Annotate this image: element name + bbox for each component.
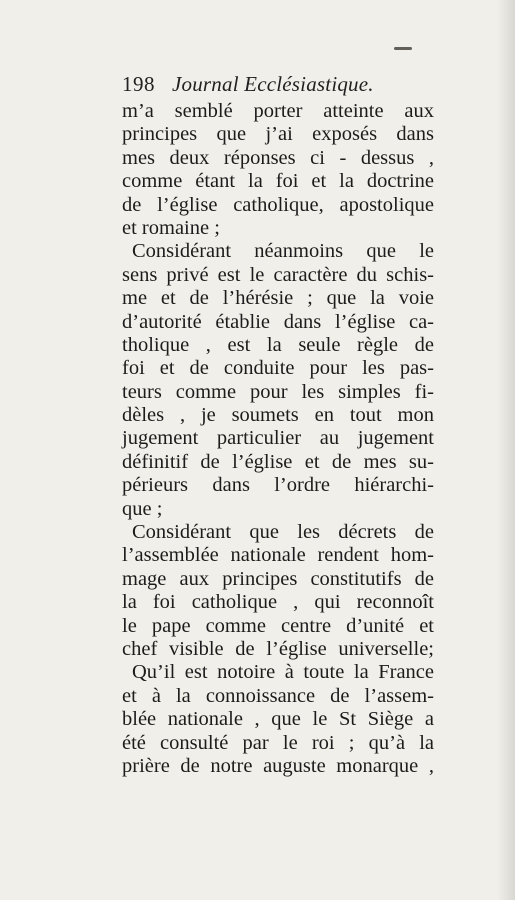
text-line: comme étant la foi et la doctrine [122, 170, 434, 193]
text-line: dèles , je soumets en tout mon [122, 404, 434, 427]
text-line: et à la connoissance de l’assem- [122, 684, 434, 707]
text-line: mage aux principes constitutifs de [122, 567, 434, 590]
text-line: chef visible de l’église universelle; [122, 637, 434, 660]
text-line: me et de l’hérésie ; que la voie [122, 287, 434, 310]
text-line: teurs comme pour les simples fi- [122, 380, 434, 403]
text-line: de l’église catholique, apostolique [122, 193, 434, 216]
text-line: Considérant néanmoins que le [132, 240, 434, 263]
text-line: que ; [122, 497, 163, 520]
text-line: tholique , est la seule règle de [122, 333, 434, 356]
text-line: foi et de conduite pour les pas- [122, 357, 434, 380]
text-line: Qu’il est notoire à toute la France [132, 661, 434, 684]
running-title: Journal Ecclésiastique. [172, 72, 374, 96]
text-line: le pape comme centre d’unité et [122, 614, 434, 637]
text-line: jugement particulier au jugement [122, 427, 434, 450]
body-text [122, 100, 434, 778]
page-header [122, 70, 422, 98]
text-line: été consulté par le roi ; qu’à la [122, 731, 434, 754]
text-line: prière de notre auguste monarque , [122, 754, 434, 777]
text-line: principes que j’ai exposés dans [122, 123, 434, 146]
text-line: périeurs dans l’ordre hiérarchi- [122, 474, 434, 497]
text-line: blée nationale , que le St Siège a [122, 708, 434, 731]
page-edge-shadow [497, 0, 515, 900]
text-line: m’a semblé porter atteinte aux [122, 100, 434, 122]
text-line: définitif de l’église et de mes su- [122, 450, 434, 473]
text-line: l’assemblée nationale rendent hom- [122, 544, 434, 567]
ink-mark [394, 47, 412, 50]
text-line: la foi catholique , qui reconnoît [122, 591, 434, 614]
page-number: 198 [122, 72, 155, 96]
text-line: sens privé est le caractère du schis- [122, 263, 434, 286]
text-line: d’autorité établie dans l’église ca- [122, 310, 434, 333]
text-line: mes deux réponses ci - dessus , [122, 146, 434, 169]
text-line: Considérant que les décrets de [132, 521, 434, 544]
text-line: et romaine ; [122, 216, 220, 239]
